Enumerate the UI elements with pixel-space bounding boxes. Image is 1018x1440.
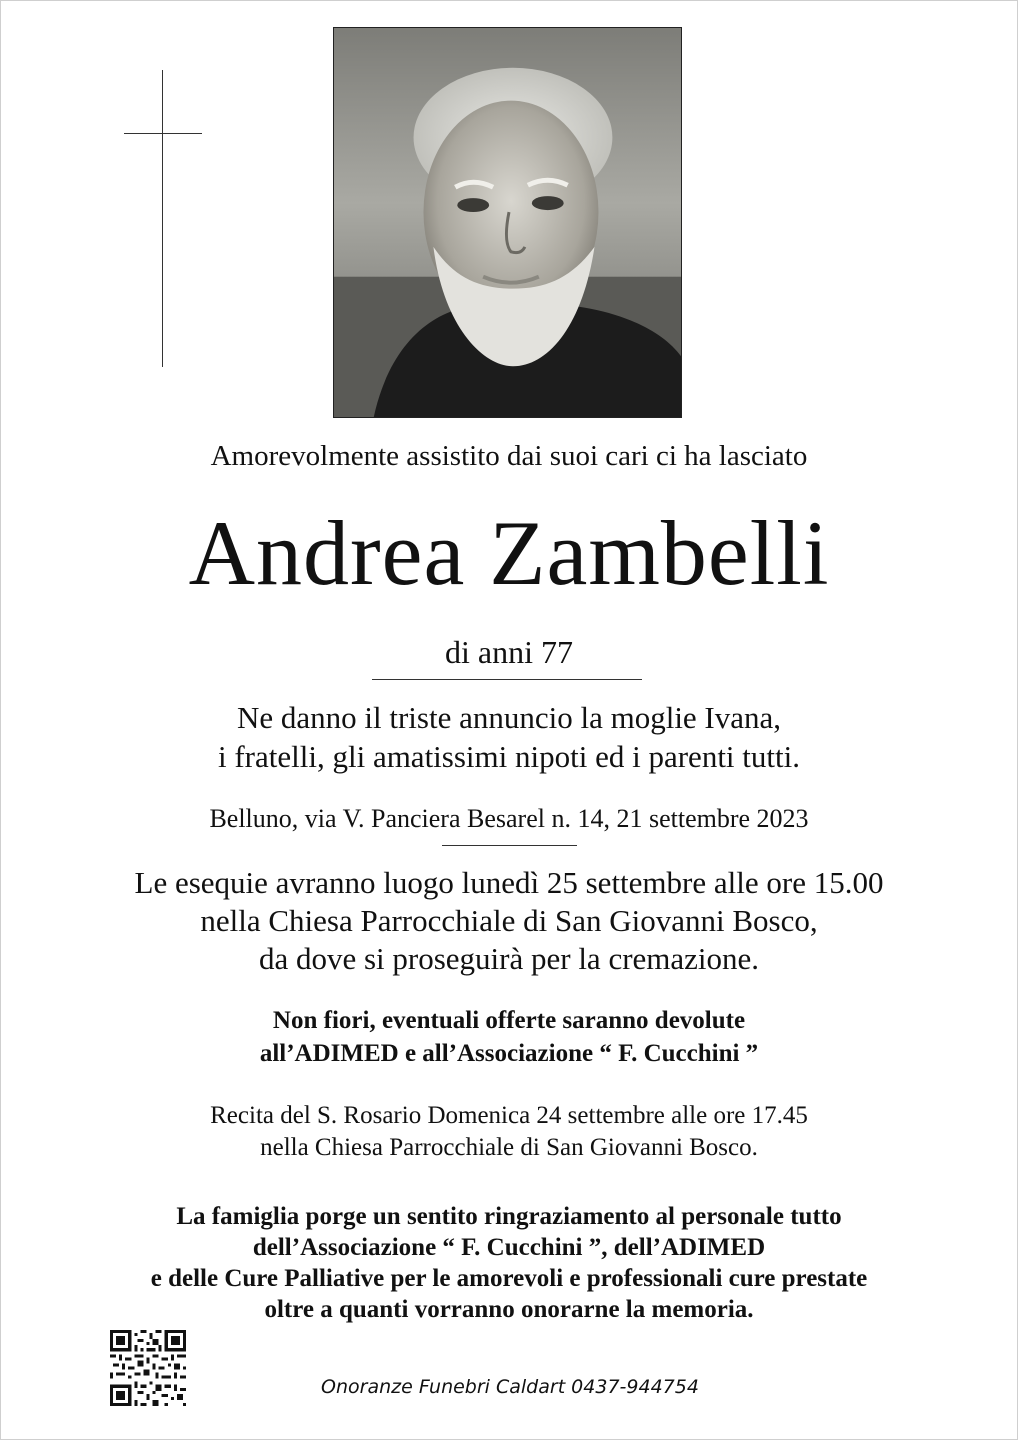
address-divider	[442, 845, 577, 846]
deceased-name: Andrea Zambelli	[188, 502, 830, 604]
rosary-line-2: nella Chiesa Parrocchiale di San Giovanni Bosco.	[260, 1134, 758, 1161]
flowers-line-2: all’ADIMED e all’Associazione “ F. Cucchini ”	[259, 1040, 759, 1067]
announcement-line-2: i fratelli, gli amatissimi nipoti ed i parenti tutti.	[217, 739, 800, 774]
cross-vertical-bar	[162, 70, 163, 367]
thanks-line-3: e delle Cure Palliative per le amorevoli e professionali cure prestate	[150, 1265, 868, 1292]
portrait-illustration	[334, 28, 681, 417]
intro-text: Amorevolmente assistito dai suoi cari ci ha lasciato	[210, 440, 808, 472]
funeral-line-1: Le esequie avranno luogo lunedì 25 settembre alle ore 15.00	[134, 865, 884, 900]
announcement-line-1: Ne danno il triste annuncio la moglie Ivana,	[236, 700, 782, 735]
portrait-photo	[333, 27, 682, 418]
rosary-line-1: Recita del S. Rosario Domenica 24 settembre alle ore 17.45	[210, 1102, 808, 1129]
funeral-agency-contact: Onoranze Funebri Caldart 0437-944754	[321, 1376, 699, 1398]
address-date: Belluno, via V. Panciera Besarel n. 14, 21 settembre 2023	[209, 804, 809, 833]
funeral-line-3: da dove si proseguirà per la cremazione.	[258, 941, 760, 976]
age-text: di anni 77	[445, 634, 573, 670]
thanks-line-2: dell’Associazione “ F. Cucchini ”, dell’ADIMED	[252, 1234, 766, 1261]
thanks-line-1: La famiglia porge un sentito ringraziamento al personale tutto	[176, 1203, 842, 1230]
funeral-line-2: nella Chiesa Parrocchiale di San Giovanni Bosco,	[200, 903, 818, 938]
qr-code-graphic	[110, 1330, 186, 1406]
age-divider	[372, 679, 642, 680]
flowers-line-1: Non fiori, eventuali offerte saranno devolute	[272, 1007, 746, 1034]
cross-horizontal-bar	[124, 133, 202, 134]
thanks-line-4: oltre a quanti vorranno onorarne la memoria.	[264, 1296, 754, 1323]
qr-code-icon[interactable]	[110, 1330, 186, 1406]
